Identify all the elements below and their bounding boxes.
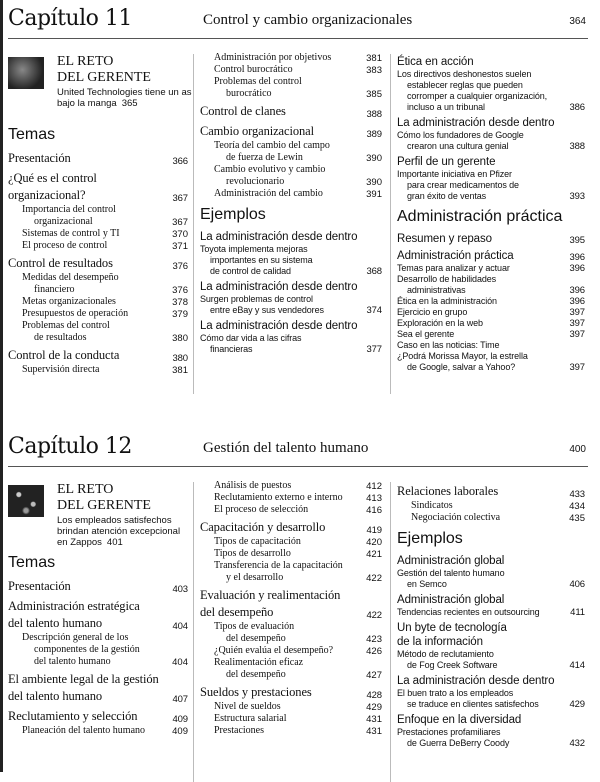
entry-page: 422	[366, 610, 382, 621]
column-divider	[193, 482, 194, 782]
toc-entry[interactable]	[397, 621, 585, 649]
entry-page: 407	[172, 694, 188, 705]
entry-text: La administración desde dentro	[397, 117, 555, 129]
toc-entry[interactable]	[200, 587, 382, 621]
entry-text: Control de resultados	[8, 256, 113, 270]
entry-page: 422	[366, 573, 382, 584]
toc-entry[interactable]	[8, 255, 188, 272]
entry-text: Reclutamiento externo e interno	[214, 492, 343, 503]
toc-entry[interactable]	[200, 333, 382, 355]
entry-text: Medidas del desempeño financiero	[22, 272, 119, 295]
entry-page: 404	[172, 657, 188, 668]
toc-entry[interactable]	[397, 351, 585, 373]
entry-text: Realimentación eficaz del desempeño	[214, 657, 304, 680]
toc-entry[interactable]	[397, 688, 585, 710]
chapter-page: 364	[569, 16, 586, 27]
entry-text: Planeación del talento humano	[22, 725, 146, 736]
page-edge	[0, 0, 3, 772]
toc-entry[interactable]	[200, 103, 382, 120]
entry-text: La administración desde dentro	[200, 281, 358, 293]
entry-page: 432	[569, 738, 585, 749]
entry-text: Tipos de capacitación	[214, 536, 301, 547]
entry-text: Temas	[8, 126, 56, 143]
entry-page: 378	[172, 297, 188, 308]
entry-text: Ejemplos	[397, 530, 463, 547]
entry-text: Capacitación y desarrollo	[200, 520, 326, 534]
entry-text: Cómo dar vida a las cifras financieras	[200, 333, 302, 354]
toc-entry[interactable]	[397, 169, 585, 202]
toc-entry[interactable]	[200, 188, 382, 200]
reto-page: 365	[121, 98, 138, 109]
entry-page: 435	[569, 513, 585, 524]
entry-page: 409	[172, 726, 188, 737]
entry-page: 403	[172, 584, 188, 595]
toc-entry[interactable]	[8, 228, 188, 240]
toc-entry[interactable]	[397, 55, 585, 69]
entry-text: ¿Qué es el control organizacional?	[8, 171, 97, 202]
toc-entry[interactable]	[200, 294, 382, 316]
toc-entry[interactable]	[200, 657, 382, 681]
toc-entry[interactable]	[397, 263, 585, 274]
chapter-title: Gestión del talento humano	[203, 440, 369, 456]
toc-column	[8, 52, 192, 376]
toc-entry[interactable]	[397, 593, 585, 607]
toc-column	[200, 480, 382, 737]
entry-page: 413	[366, 493, 382, 504]
toc-entry[interactable]	[397, 727, 585, 749]
section-heading	[200, 206, 382, 224]
chapter-number: Capítulo 11	[8, 6, 132, 31]
toc-entry[interactable]	[8, 725, 188, 737]
toc-entry[interactable]	[397, 554, 585, 568]
entry-page: 366	[172, 156, 188, 167]
toc-entry[interactable]	[200, 701, 382, 713]
entry-page: 371	[172, 241, 188, 252]
entry-text: Metas organizacionales	[22, 296, 116, 307]
entry-text: La administración desde dentro	[397, 675, 555, 687]
reto-desc	[57, 515, 192, 548]
toc-entry[interactable]	[200, 492, 382, 504]
entry-page: 396	[569, 252, 585, 263]
entry-text: Tipos de evaluación del desempeño	[214, 621, 295, 644]
entry-page: 397	[569, 362, 585, 373]
entry-text: Sindicatos	[411, 500, 453, 511]
toc-column	[397, 52, 585, 373]
toc-entry[interactable]	[8, 632, 188, 668]
toc-entry[interactable]	[397, 483, 585, 500]
toc-entry[interactable]	[397, 512, 585, 524]
toc-entry[interactable]	[397, 500, 585, 512]
entry-page: 411	[570, 607, 585, 618]
entry-text: Toyota implementa mejoras importantes en su sistema de control de calidad	[200, 244, 313, 276]
entry-text: Problemas del control burocrático	[214, 76, 302, 99]
entry-page: 433	[569, 489, 585, 500]
entry-page: 421	[366, 549, 382, 560]
toc-entry[interactable]	[200, 140, 382, 164]
toc-entry[interactable]	[8, 170, 188, 204]
entry-text: Importancia del control organizacional	[22, 204, 116, 227]
toc-entry[interactable]	[200, 536, 382, 548]
entry-page: 367	[172, 217, 188, 228]
entry-page: 412	[366, 481, 382, 492]
toc-entry[interactable]	[200, 504, 382, 516]
toc-entry[interactable]	[200, 76, 382, 100]
entry-page: 391	[366, 189, 382, 200]
entry-text: Método de reclutamiento de Fog Creek Software	[397, 649, 498, 670]
column-divider	[390, 54, 391, 394]
toc-entry[interactable]	[200, 519, 382, 536]
entry-page: 431	[366, 726, 382, 737]
toc-entry[interactable]	[8, 347, 188, 364]
entry-page: 376	[172, 261, 188, 272]
entry-page: 388	[569, 141, 585, 152]
toc-entry[interactable]	[397, 674, 585, 688]
toc-entry[interactable]	[8, 320, 188, 344]
toc-entry[interactable]	[200, 548, 382, 560]
entry-text: Tipos de desarrollo	[214, 548, 291, 559]
entry-page: 427	[366, 670, 382, 681]
entry-page: 409	[172, 714, 188, 725]
reto-heading: EL RETO DEL GERENTE	[57, 482, 151, 513]
entry-text: Prestaciones	[214, 725, 264, 736]
reto-del-gerente[interactable]	[8, 52, 192, 120]
entry-page: 420	[366, 537, 382, 548]
entry-text: Problemas del control de resultados	[22, 320, 110, 343]
entry-text: Supervisión directa	[22, 364, 100, 375]
toc-entry[interactable]	[200, 280, 382, 294]
section-heading	[8, 126, 188, 144]
toc-entry[interactable]	[200, 645, 382, 657]
entry-text: Administración del cambio	[214, 188, 323, 199]
reto-heading: EL RETO DEL GERENTE	[57, 54, 151, 85]
toc-entry[interactable]	[200, 319, 382, 333]
toc-entry[interactable]	[397, 713, 585, 727]
entry-text: Los directivos deshonestos suelen establecer reglas que pueden corromper a cualquier organización, incluso a un tribunal	[397, 69, 548, 112]
entry-text: Sea el gerente	[397, 329, 455, 339]
entry-page: 368	[366, 266, 382, 277]
entry-page: 406	[569, 579, 585, 590]
toc-entry[interactable]	[397, 116, 585, 130]
entry-text: Prestaciones profamiliares de Guerra DeBerry Coody	[397, 727, 510, 748]
toc-entry[interactable]	[8, 296, 188, 308]
entry-text: Administración global	[397, 594, 505, 606]
entry-page: 431	[366, 714, 382, 725]
toc-entry[interactable]	[8, 204, 188, 228]
entry-text: Caso en las noticias: Time	[397, 340, 500, 350]
toc-entry[interactable]	[8, 240, 188, 252]
entry-page: 386	[569, 102, 585, 113]
entry-page: 397	[569, 307, 585, 318]
toc-entry[interactable]	[397, 607, 585, 618]
entry-page: 390	[366, 177, 382, 188]
entry-text: ¿Podrá Morissa Mayor, la estrella de Google, salvar a Yahoo?	[397, 351, 528, 372]
entry-text: Temas para analizar y actuar	[397, 263, 510, 273]
reto-photo	[8, 57, 44, 89]
entry-text: Relaciones laborales	[397, 484, 499, 498]
toc-entry[interactable]	[397, 69, 585, 113]
entry-text: Resumen y repaso	[397, 233, 492, 245]
entry-page: 426	[366, 646, 382, 657]
entry-text: El proceso de selección	[214, 504, 309, 515]
entry-text: Un byte de tecnología de la información	[397, 622, 507, 648]
toc-entry[interactable]	[8, 364, 188, 376]
toc-entry[interactable]	[8, 598, 188, 632]
entry-text: Enfoque en la diversidad	[397, 714, 522, 726]
toc-entry[interactable]	[200, 725, 382, 737]
entry-page: 381	[172, 365, 188, 376]
toc-column	[8, 480, 188, 737]
entry-page: 388	[366, 109, 382, 120]
entry-page: 367	[172, 193, 188, 204]
chapter-number: Capítulo 12	[8, 434, 132, 459]
entry-text: Evaluación y realimentación del desempeño	[200, 588, 341, 619]
entry-text: Temas	[8, 554, 56, 571]
toc-entry[interactable]	[8, 708, 188, 725]
entry-page: 397	[569, 329, 585, 340]
reto-photo	[8, 485, 44, 517]
entry-page: 389	[366, 129, 382, 140]
entry-text: Negociación colectiva	[411, 512, 501, 523]
reto-del-gerente[interactable]	[8, 480, 188, 548]
toc-entry[interactable]	[397, 296, 585, 307]
entry-page: 396	[569, 285, 585, 296]
entry-text: Cambio evolutivo y cambio revolucionario	[214, 164, 326, 187]
toc-entry[interactable]	[397, 232, 585, 246]
entry-page: 429	[569, 699, 585, 710]
toc-entry[interactable]	[200, 621, 382, 645]
reto-desc-text: United Technologies tiene un as bajo la manga	[57, 87, 192, 109]
entry-text: Administración práctica	[397, 250, 514, 262]
column-divider	[193, 54, 194, 394]
entry-page: 374	[366, 305, 382, 316]
toc-entry[interactable]	[200, 52, 382, 64]
toc-entry[interactable]	[397, 130, 585, 152]
toc-column	[200, 52, 382, 355]
entry-text: Gestión del talento humano en Semco	[397, 568, 505, 589]
toc-entry[interactable]	[397, 249, 585, 263]
entry-text: Sueldos y prestaciones	[200, 685, 312, 699]
toc-entry[interactable]	[397, 318, 585, 329]
entry-text: Administración global	[397, 555, 505, 567]
entry-page: 370	[172, 229, 188, 240]
toc-entry[interactable]	[397, 568, 585, 590]
entry-text: Exploración en la web	[397, 318, 483, 328]
toc-entry[interactable]	[8, 671, 188, 705]
entry-text: Teoría del cambio del campo de fuerza de Lewin	[214, 140, 330, 163]
toc-entry[interactable]	[8, 150, 188, 167]
toc-entry[interactable]	[200, 713, 382, 725]
toc-entry[interactable]	[200, 164, 382, 188]
entry-text: Perfil de un gerente	[397, 156, 496, 168]
column-divider	[390, 482, 391, 782]
entry-text: Tendencias recientes en outsourcing	[397, 607, 540, 617]
toc-entry[interactable]	[200, 64, 382, 76]
entry-text: Descripción general de los componentes de la gestión del talento humano	[22, 632, 140, 667]
entry-text: Estructura salarial	[214, 713, 287, 724]
entry-page: 383	[366, 65, 382, 76]
entry-text: Control burocrático	[214, 64, 293, 75]
entry-text: El proceso de control	[22, 240, 108, 251]
entry-text: El buen trato a los empleados se traduce en clientes satisfechos	[397, 688, 539, 709]
chapter-header	[8, 0, 588, 39]
entry-text: Administración por objetivos	[214, 52, 332, 63]
entry-text: Sistemas de control y TI	[22, 228, 120, 239]
entry-text: Presentación	[8, 151, 71, 165]
entry-page: 380	[172, 333, 188, 344]
toc-entry[interactable]	[397, 329, 585, 340]
chapter-page: 400	[569, 444, 586, 455]
toc-entry[interactable]	[8, 308, 188, 320]
toc-entry[interactable]	[200, 244, 382, 277]
toc-entry[interactable]	[397, 649, 585, 671]
entry-page: 381	[366, 53, 382, 64]
toc-entry[interactable]	[397, 340, 585, 351]
chapter-header	[8, 428, 588, 467]
entry-text: Administración estratégica del talento humano	[8, 599, 140, 630]
toc-entry[interactable]	[200, 480, 382, 492]
entry-text: Control de la conducta	[8, 348, 120, 362]
toc-entry[interactable]	[8, 578, 188, 595]
entry-page: 434	[569, 501, 585, 512]
entry-page: 416	[366, 505, 382, 516]
entry-page: 396	[569, 263, 585, 274]
entry-text: Ética en acción	[397, 56, 474, 68]
toc-entry[interactable]	[200, 230, 382, 244]
toc-entry[interactable]	[200, 123, 382, 140]
entry-text: Reclutamiento y selección	[8, 709, 138, 723]
entry-text: Surgen problemas de control entre eBay y sus vendedores	[200, 294, 324, 315]
entry-page: 390	[366, 153, 382, 164]
entry-text: La administración desde dentro	[200, 320, 358, 332]
entry-text: Análisis de puestos	[214, 480, 292, 491]
entry-page: 429	[366, 702, 382, 713]
entry-text: Cambio organizacional	[200, 124, 314, 138]
entry-text: Transferencia de la capacitación y el desarrollo	[214, 560, 343, 583]
entry-text: Importante iniciativa en Pfizer para crear medicamentos de gran éxito de ventas	[397, 169, 519, 201]
entry-page: 393	[569, 191, 585, 202]
entry-page: 423	[366, 634, 382, 645]
entry-text: Control de clanes	[200, 104, 286, 118]
chapter-title: Control y cambio organizacionales	[203, 12, 413, 28]
entry-page: 404	[172, 621, 188, 632]
entry-page: 395	[569, 235, 585, 246]
entry-page: 428	[366, 690, 382, 701]
entry-page: 414	[569, 660, 585, 671]
entry-page: 396	[569, 296, 585, 307]
toc-entry[interactable]	[8, 272, 188, 296]
entry-page: 376	[172, 285, 188, 296]
entry-page: 379	[172, 309, 188, 320]
section-heading	[8, 554, 188, 572]
entry-text: Cómo los fundadores de Google crearon una cultura genial	[397, 130, 524, 151]
toc-entry[interactable]	[397, 274, 585, 296]
toc-entry[interactable]	[397, 155, 585, 169]
reto-desc-text: Los empleados satisfechos brindan atención excepcional en Zappos	[57, 515, 181, 548]
entry-text: Nivel de sueldos	[214, 701, 281, 712]
entry-text: La administración desde dentro	[200, 231, 358, 243]
entry-text: Presupuestos de operación	[22, 308, 129, 319]
entry-text: Presentación	[8, 579, 71, 593]
entry-page: 385	[366, 89, 382, 100]
entry-text: Desarrollo de habilidades administrativas	[397, 274, 497, 295]
entry-text: Ética en la administración	[397, 296, 497, 306]
toc-entry[interactable]	[200, 560, 382, 584]
reto-desc	[57, 87, 192, 109]
toc-entry[interactable]	[200, 684, 382, 701]
section-heading	[397, 530, 585, 548]
entry-text: Administración práctica	[397, 208, 563, 225]
section-heading	[397, 208, 585, 226]
entry-text: Ejemplos	[200, 206, 266, 223]
entry-text: El ambiente legal de la gestión del talento humano	[8, 672, 159, 703]
entry-text: Ejercicio en grupo	[397, 307, 468, 317]
entry-page: 377	[366, 344, 382, 355]
reto-page: 401	[106, 537, 123, 548]
entry-text: ¿Quién evalúa el desempeño?	[214, 645, 334, 656]
toc-entry[interactable]	[397, 307, 585, 318]
entry-page: 380	[172, 353, 188, 364]
toc-column	[397, 480, 585, 749]
entry-page: 419	[366, 525, 382, 536]
entry-page: 397	[569, 318, 585, 329]
